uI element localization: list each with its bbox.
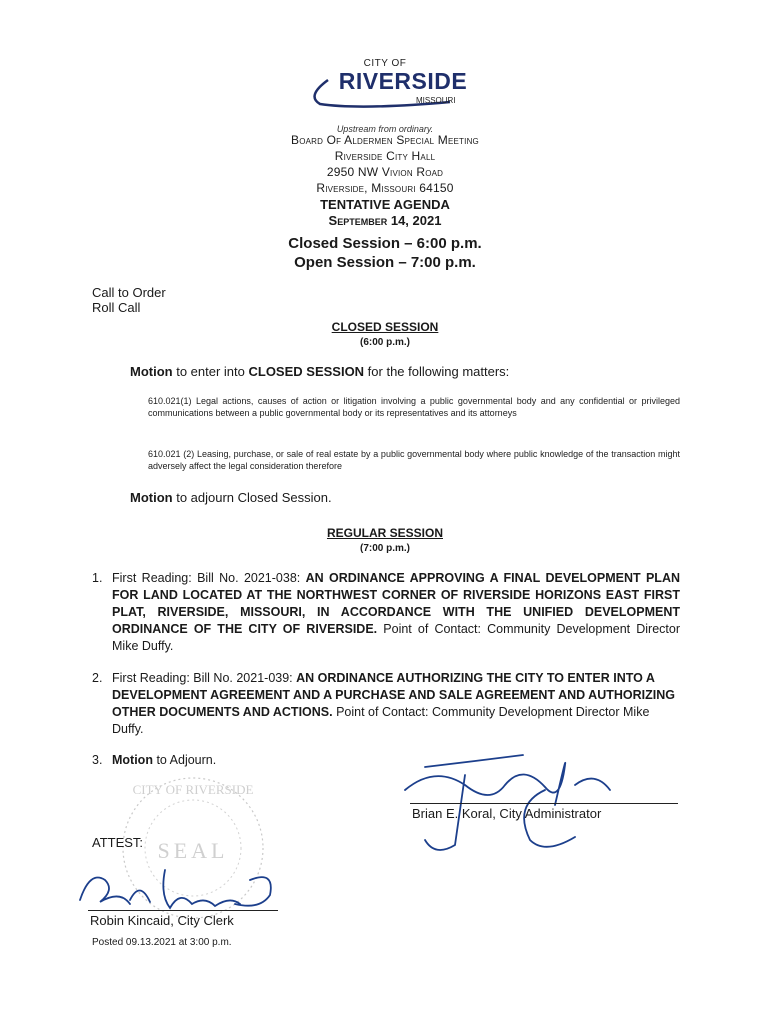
agenda-item-3-text: to Adjourn.: [152, 753, 217, 767]
agenda-item-3-num: 3.: [92, 753, 103, 767]
logo-name: RIVERSIDE: [338, 68, 468, 94]
agenda-item-3-motion: Motion: [112, 753, 153, 767]
posted-note: Posted 09.13.2021 at 3:00 p.m.: [92, 937, 232, 948]
agenda-item-1-lead: First Reading: Bill No. 2021-038:: [112, 571, 306, 585]
agenda-item-2: [112, 670, 680, 738]
attest-label: ATTEST:: [92, 835, 144, 850]
clerk-signature-scribble: [70, 860, 290, 920]
closed-session-hour: (6:00 p.m.): [359, 337, 410, 348]
closed-motion-bold: Motion: [130, 364, 173, 379]
clerk-signature: [70, 860, 290, 920]
agenda-item-2-lead: First Reading: Bill No. 2021-039:: [112, 671, 297, 685]
agenda-item-3: [112, 752, 216, 769]
administrator-signature-line: [410, 803, 678, 804]
closed-adjourn-text: to adjourn Closed Session.: [172, 490, 332, 505]
closed-motion-text-1: to enter into: [172, 364, 249, 379]
closed-session-time: Closed Session – 6:00 p.m.: [288, 235, 482, 252]
closed-session-title: CLOSED SESSION: [331, 320, 439, 334]
closed-adjourn-bold: Motion: [130, 490, 173, 505]
agenda-item-2-num: 2.: [92, 671, 103, 685]
seal-ring-text: CITY OF RIVERSIDE: [132, 782, 254, 797]
clerk-signature-line: [88, 910, 278, 911]
agenda-item-2-title: AN ORDINANCE AUTHORIZING THE CITY TO ENTER INTO A DEVELOPMENT AGREEMENT AND A PURCHASE AND SALE AGREEMENT AND AUTHORIZING OTHER DOCUMENTS AND ACTIONS.: [112, 671, 675, 719]
clerk-name: Robin Kincaid, City Clerk: [90, 913, 234, 928]
agenda-item-1-num: 1.: [92, 571, 103, 585]
administrator-signature: [395, 745, 680, 865]
administrator-signature-scribble: [395, 745, 680, 865]
meeting-date: September 14, 2021: [328, 213, 442, 228]
agenda-item-1-contact: Point of Contact: Community Development Director Mike Duffy.: [112, 622, 681, 653]
board-title: Board Of Aldermen Special Meeting: [291, 133, 479, 147]
logo-city-of: CITY OF: [363, 58, 407, 69]
agenda-item-1-title: AN ORDINANCE APPROVING A FINAL DEVELOPMENT PLAN FOR LAND LOCATED AT THE NORTHWEST CORNER OF RIVERSIDE HORIZONS EAST FIRST PLAT, RIVERSIDE, MISSOURI, IN ACCORDANCE WITH THE UNIFIED DEVELOPMENT ORDINANCE OF THE CITY OF RIVERSIDE.: [112, 571, 681, 636]
seal-center-text: SEAL: [157, 838, 229, 863]
closed-item-legal: 610.021(1) Legal actions, causes of action or litigation involving a public governmental body and any confidential or privileged communications between a public governmental body or its representatives and its attorneys: [148, 396, 680, 418]
closed-motion-bold-2: CLOSED SESSION: [248, 364, 365, 379]
closed-motion-text-2: for the following matters:: [364, 364, 510, 379]
agenda-item-1: [112, 570, 680, 655]
logo-state: MISSOURI: [416, 96, 456, 105]
address: 2950 NW Vivion Road: [326, 165, 444, 179]
open-session-time: Open Session – 7:00 p.m.: [294, 254, 476, 271]
regular-session-title: REGULAR SESSION: [326, 526, 443, 540]
agenda-title: TENTATIVE AGENDA: [320, 197, 450, 212]
closed-adjourn: [130, 490, 332, 505]
administrator-name: Brian E. Koral, City Administrator: [412, 806, 602, 821]
agenda-item-2-contact: Point of Contact: Community Development Director Mike Duffy.: [112, 705, 650, 736]
regular-session-hour: (7:00 p.m.): [359, 543, 410, 554]
logo-tagline: Upstream from ordinary.: [336, 124, 434, 134]
call-to-order: Call to Order: [92, 285, 166, 300]
closed-item-real-estate: 610.021 (2) Leasing, purchase, or sale of real estate by a public governmental body where public knowledge of the transaction might adversely affect the legal consideration therefore: [148, 449, 680, 471]
venue: Riverside City Hall: [334, 149, 436, 163]
city-logo: [300, 66, 480, 110]
roll-call: Roll Call: [92, 300, 141, 315]
city-state: Riverside, Missouri 64150: [316, 181, 454, 195]
closed-motion: [130, 364, 509, 379]
